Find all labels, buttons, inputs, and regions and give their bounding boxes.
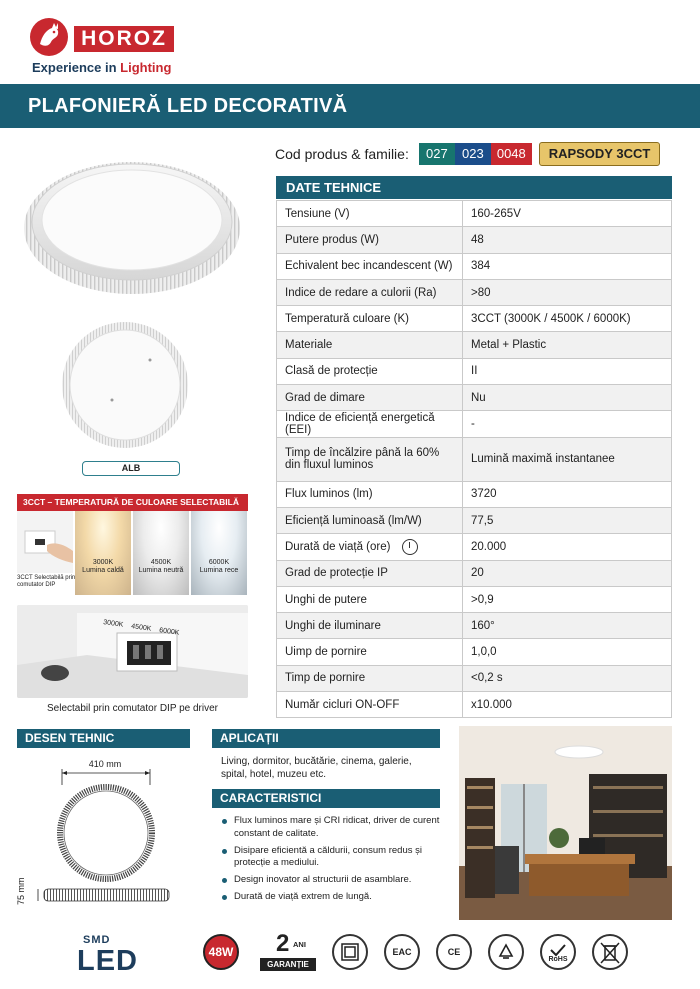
ce-icon: CE	[436, 934, 472, 970]
spec-key: Grad de protecție IP	[277, 560, 463, 586]
dip-label-3000k: 3000K	[102, 619, 124, 629]
spec-row	[277, 639, 672, 665]
spec-value: 77,5	[463, 507, 672, 533]
spec-value: <0,2 s	[463, 665, 672, 691]
spec-row	[277, 586, 672, 612]
color-label: ALB	[82, 461, 180, 476]
specs-table	[276, 200, 672, 718]
spec-value: 20	[463, 560, 672, 586]
spec-key: Timp de încălzire până la 60% din fluxul luminos	[277, 437, 463, 481]
spec-key: Putere produs (W)	[277, 227, 463, 253]
family-badge: RAPSODY 3CCT	[539, 142, 660, 166]
dimension-width: 410 mm	[88, 759, 122, 769]
spec-key: Indice de eficiență energetică (EEI)	[277, 411, 463, 437]
weee-bin-icon	[592, 934, 628, 970]
desen-heading: DESEN TEHNIC	[17, 729, 190, 748]
code-part-3: 0048	[491, 143, 532, 165]
spec-key: Grad de dimare	[277, 385, 463, 411]
page-title: PLAFONIERĂ LED DECORATIVĂ	[28, 95, 348, 117]
spec-value: -	[463, 411, 672, 437]
spec-value: 1,0,0	[463, 639, 672, 665]
aplicatii-heading: APLICAȚII	[212, 729, 440, 748]
dimension-height: 75 mm	[16, 877, 26, 905]
spec-value: Metal + Plastic	[463, 332, 672, 358]
spec-value: 160-265V	[463, 201, 672, 227]
dip-label-6000k: 6000K	[158, 627, 180, 637]
feature-item: Durată de viață extrem de lungă.	[221, 891, 445, 904]
spec-row	[277, 306, 672, 332]
spec-key: Unghi de iluminare	[277, 613, 463, 639]
spec-row	[277, 385, 672, 411]
spec-key: Clasă de protecție	[277, 358, 463, 384]
clock-icon	[402, 539, 418, 555]
caracteristici-heading: CARACTERISTICI	[212, 789, 440, 808]
smd-led-logo: SMD LED	[77, 934, 138, 977]
spec-row	[277, 332, 672, 358]
spec-row	[277, 560, 672, 586]
spec-row	[277, 253, 672, 279]
cct-swatch-3000k: 3000K Lumina caldă	[75, 511, 131, 595]
spec-key: Temperatură culoare (K)	[277, 306, 463, 332]
brand-tagline: Experience in Lighting	[32, 60, 172, 75]
rooster-emblem-icon	[30, 18, 68, 56]
product-photo-top	[22, 158, 242, 298]
dip-hand-photo	[17, 511, 73, 573]
spec-value: 384	[463, 253, 672, 279]
spec-row	[277, 481, 672, 507]
spec-value: x10.000	[463, 692, 672, 718]
rohs-icon: RoHS	[540, 934, 576, 970]
dip-label-4500k: 4500K	[130, 623, 152, 633]
brand-name: HOROZ	[74, 26, 174, 52]
spec-key: Eficiență luminoasă (lm/W)	[277, 507, 463, 533]
spec-value: 48	[463, 227, 672, 253]
spec-value: Lumină maximă instantanee	[463, 437, 672, 481]
cct-swatch-4500k: 4500K Lumina neutră	[133, 511, 189, 595]
spec-row	[277, 437, 672, 481]
spec-key: Echivalent bec incandescent (W)	[277, 253, 463, 279]
dip-switch-photo	[17, 605, 248, 698]
spec-value: >0,9	[463, 586, 672, 612]
spec-key: Durată de viață (ore)	[277, 534, 463, 560]
spec-row	[277, 665, 672, 691]
spec-value: II	[463, 358, 672, 384]
certification-row	[0, 928, 700, 978]
spec-value: >80	[463, 279, 672, 305]
code-part-2: 023	[455, 143, 491, 165]
spec-row	[277, 279, 672, 305]
eac-icon: EAC	[384, 934, 420, 970]
spec-value: Nu	[463, 385, 672, 411]
feature-item: Flux luminos mare și CRI ridicat, driver de curent constant de calitate.	[221, 815, 445, 840]
spec-row	[277, 613, 672, 639]
cct-swatch-6000k: 6000K Lumina rece	[191, 511, 247, 595]
spec-key: Uimp de pornire	[277, 639, 463, 665]
spec-row	[277, 358, 672, 384]
code-part-1: 027	[419, 143, 455, 165]
spec-value: 20.000	[463, 534, 672, 560]
spec-key: Unghi de putere	[277, 586, 463, 612]
spec-key: Timp de pornire	[277, 665, 463, 691]
product-code-row	[275, 143, 532, 165]
features-list	[221, 815, 445, 908]
product-photo-bottom	[60, 320, 190, 450]
spec-key: Indice de redare a culorii (Ra)	[277, 279, 463, 305]
spec-key: Tensiune (V)	[277, 201, 463, 227]
spec-row	[277, 227, 672, 253]
cct-hand-label: 3CCT Selectabilă prin comutator DIP	[17, 575, 76, 588]
technical-drawing	[20, 755, 190, 915]
aplicatii-text: Living, dormitor, bucătărie, cinema, galerie, spital, hotel, muzeu etc.	[221, 756, 412, 780]
dip-caption: Selectabil prin comutator DIP pe driver	[46, 703, 218, 714]
class-ii-icon	[332, 934, 368, 970]
spec-key: Număr cicluri ON-OFF	[277, 692, 463, 718]
feature-item: Disipare eficientă a căldurii, consum redus și protecție a mediului.	[221, 845, 445, 870]
spec-value: 3CCT (3000K / 4500K / 6000K)	[463, 306, 672, 332]
spec-row	[277, 507, 672, 533]
spec-row	[277, 692, 672, 718]
spec-row	[277, 201, 672, 227]
spec-key: Flux luminos (lm)	[277, 481, 463, 507]
spec-value: 160°	[463, 613, 672, 639]
room-application-photo	[459, 726, 672, 920]
spec-key: Materiale	[277, 332, 463, 358]
spec-value: 3720	[463, 481, 672, 507]
cct-heading: 3CCT – TEMPERATURĂ DE CULOARE SELECTABILĂ	[17, 494, 248, 511]
spec-row	[277, 534, 672, 560]
specs-heading: DATE TEHNICE	[276, 176, 672, 199]
cct-panel	[17, 511, 248, 595]
feature-item: Design inovator al structurii de asamblare.	[221, 874, 445, 887]
spec-row	[277, 411, 672, 437]
power-badge: 48W	[203, 934, 239, 970]
warranty-badge: 2 ANI GARANȚIE	[260, 930, 316, 974]
title-bar	[0, 84, 700, 128]
code-label: Cod produs & familie:	[275, 146, 409, 162]
recycle-icon	[488, 934, 524, 970]
